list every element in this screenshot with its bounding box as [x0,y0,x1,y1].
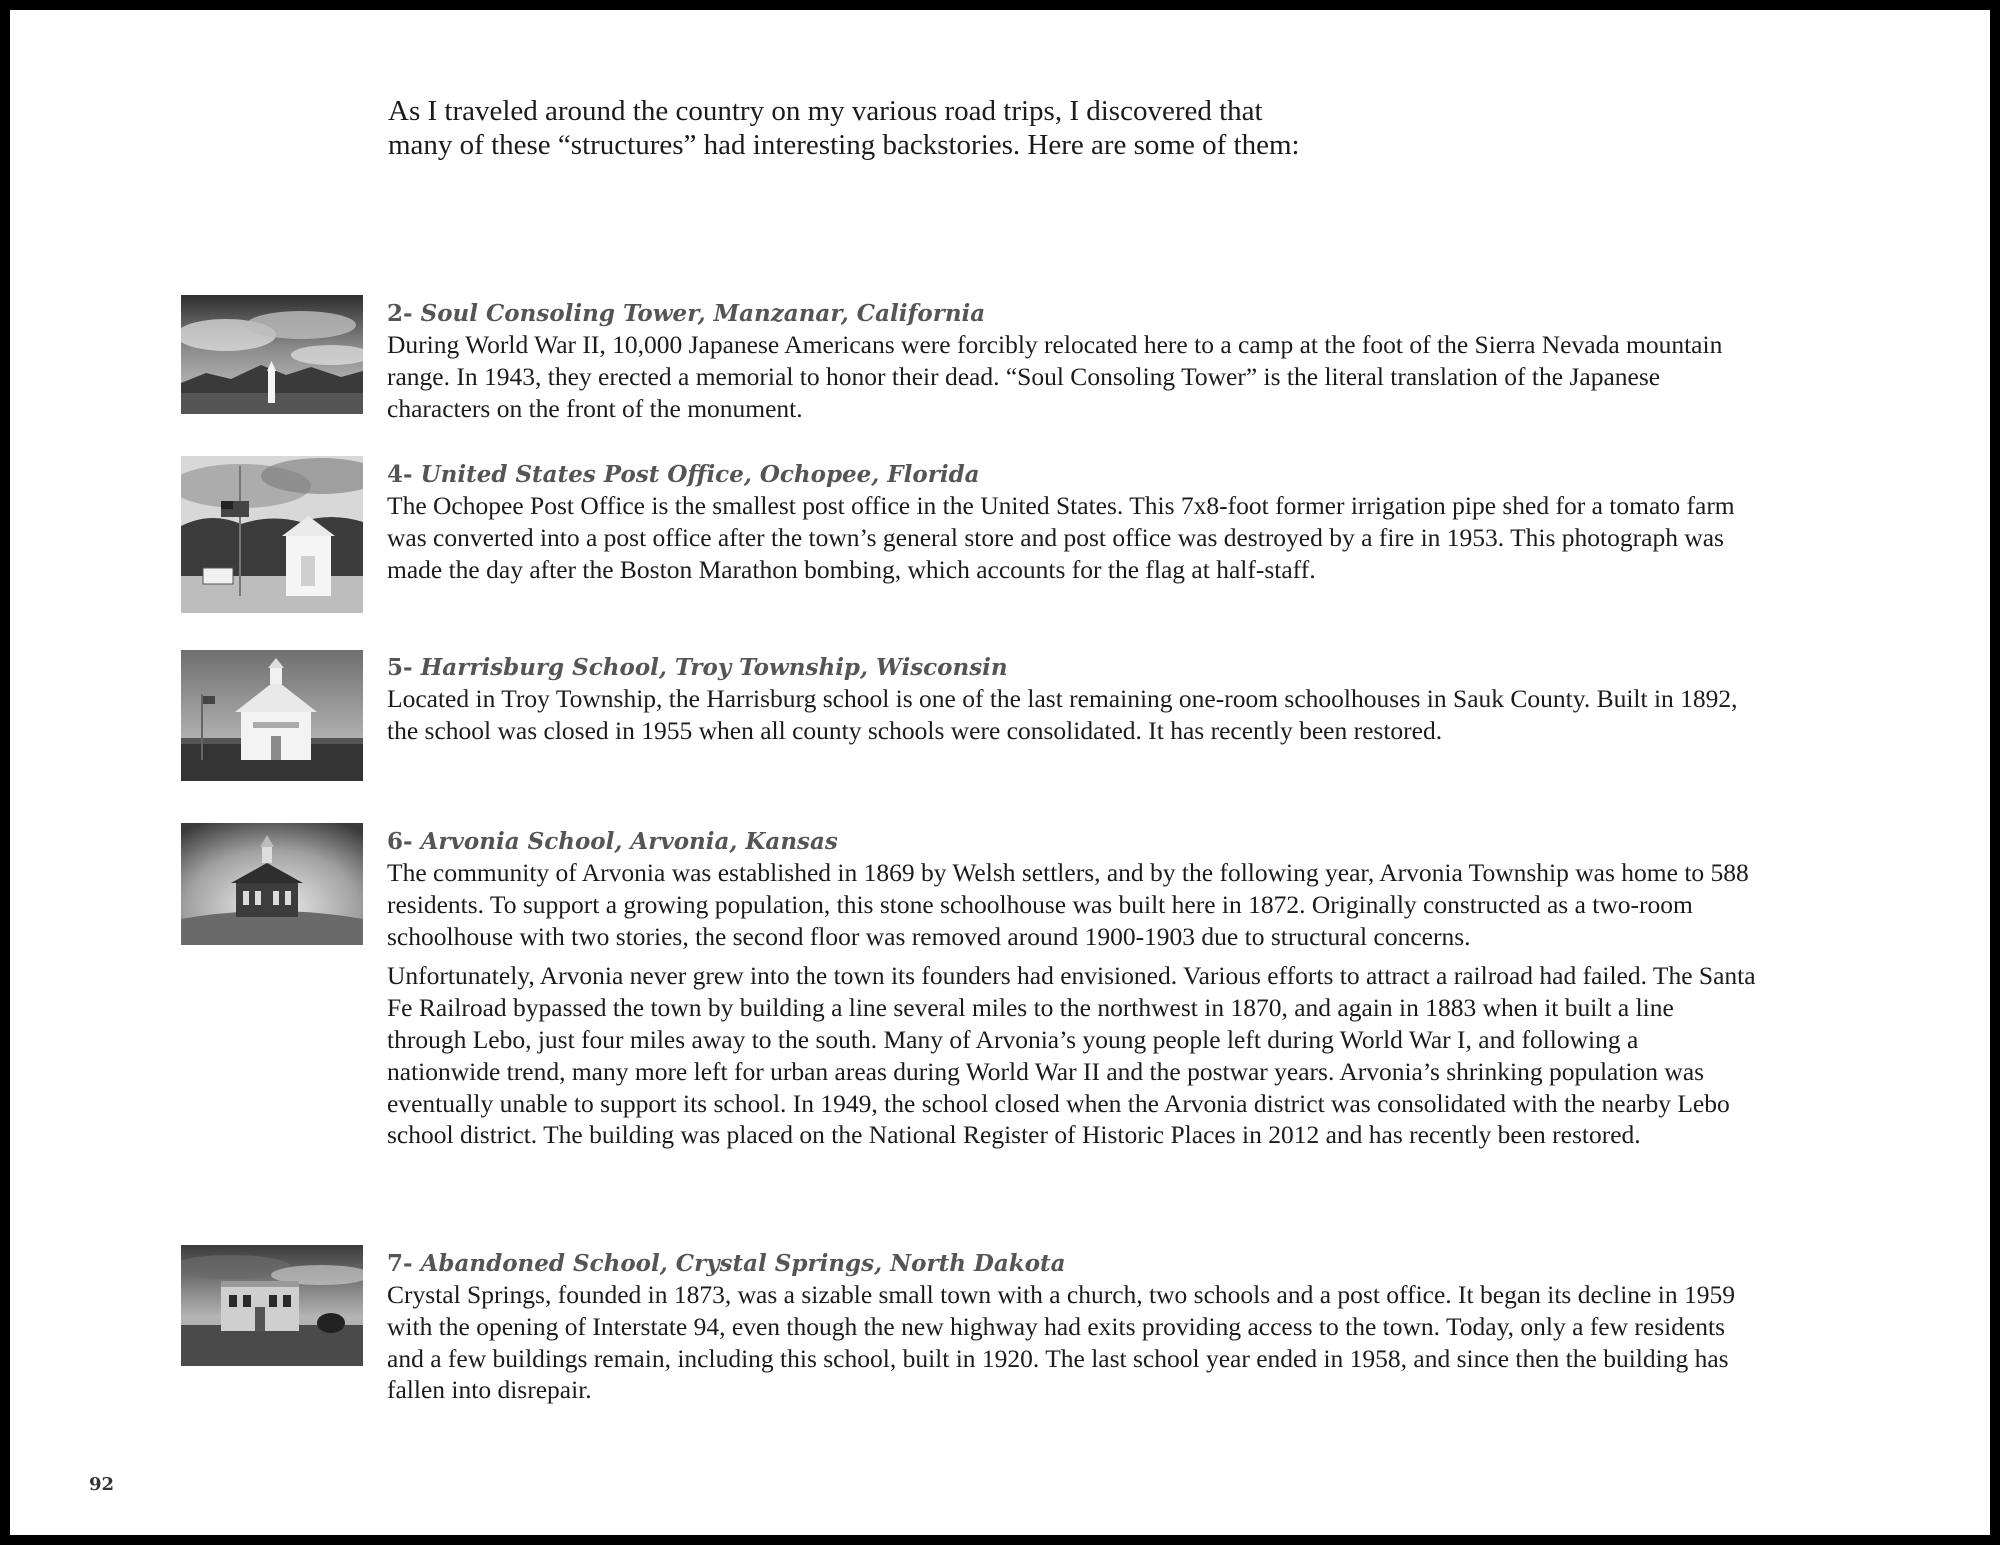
entry-heading [387,826,1757,857]
entry-heading [387,298,1757,329]
entry-paragraph: During World War II, 10,000 Japanese Americans were forcibly relocated here to a camp at the foot of the Sierra Nevada mountain range. In 1943, they erected a memorial to honor their dead. “Soul Consoling Tower” is the literal translation of the Japanese characters on the front of the monument. [387,330,1723,423]
entry-title: Abandoned School, Crystal Springs, North Dakota [420,1250,1066,1277]
photo-harrisburg-school [181,650,363,781]
entry-heading [387,1248,1757,1279]
intro-line-2: many of these “structures” had interesting backstories. Here are some of them: [388,129,1300,161]
book-page [10,10,1990,1535]
intro-line-1: As I traveled around the country on my various road trips, I discovered that [388,95,1263,127]
entry-description [387,683,1757,747]
entry-paragraph: The community of Arvonia was established in 1869 by Welsh settlers, and by the following year, Arvonia Township was home to 588 residents. To support a growing population, this stone schoolhouse was built here in 1872. Originally constructed as a two-room schoolhouse with two stories, the second floor was removed around 1900-1903 due to structural concerns. [387,858,1749,951]
entry-paragraph: Crystal Springs, founded in 1873, was a sizable small town with a church, two schools and a post office. It began its decline in 1959 with the opening of Interstate 94, even though the new highway had exits providing access to the town. Today, only a few residents and a few buildings remain, including this school, built in 1920. The last school year ended in 1958, and since then the building has fallen into disrepair. [387,1280,1735,1405]
entry-paragraph: Unfortunately, Arvonia never grew into the town its founders had envisioned. Various efforts to attract a railroad had failed. The Santa Fe Railroad bypassed the town by building a line several miles to the northwest in 1870, and again in 1883 when it built a line through Lebo, just four miles away to the south. Many of Arvonia’s young people left during World War I, and following a nationwide trend, many more left for urban areas during World War II and the postwar years. Arvonia’s shrinking population was eventually unable to support its school. In 1949, the school closed when the Arvonia district was consolidated with the nearby Lebo school district. The building was placed on the National Register of Historic Places in 2012 and has recently been restored. [387,961,1756,1150]
entry-paragraph: The Ochopee Post Office is the smallest post office in the United States. This 7x8-foot former irrigation pipe shed for a tomato farm was converted into a post office after the town’s general store and post office was destroyed by a fire in 1953. This photograph was made the day after the Boston Marathon bombing, which accounts for the flag at half-staff. [387,491,1735,584]
photo-arvonia-school [181,823,363,945]
entry-number: 2- [387,300,413,327]
entry-heading [387,652,1757,683]
photo-crystal-springs-school [181,1245,363,1366]
entry-number: 7- [387,1250,413,1277]
photo-soul-consoling-tower [181,295,363,414]
entry-title: Harrisburg School, Troy Township, Wisconsin [420,654,1008,681]
entry-number: 4- [387,461,413,488]
entry-title: Arvonia School, Arvonia, Kansas [420,828,838,855]
entry-number: 5- [387,654,413,681]
entry-number: 6- [387,828,413,855]
photo-ochopee-post-office [181,456,363,613]
entry-description [387,329,1757,424]
intro-paragraph [388,94,1588,162]
entry-title: United States Post Office, Ochopee, Florida [420,461,980,488]
entry-description [387,857,1757,1151]
entry-heading [387,459,1757,490]
entry-description [387,1279,1757,1406]
page-number: 92 [89,1474,115,1495]
entry-title: Soul Consoling Tower, Manzanar, California [420,300,986,327]
entry-paragraph: Located in Troy Township, the Harrisburg school is one of the last remaining one-room schoolhouses in Sauk County. Built in 1892, the school was closed in 1955 when all county schools were consolidated. It has recently been restored. [387,684,1738,745]
entry-description [387,490,1757,585]
